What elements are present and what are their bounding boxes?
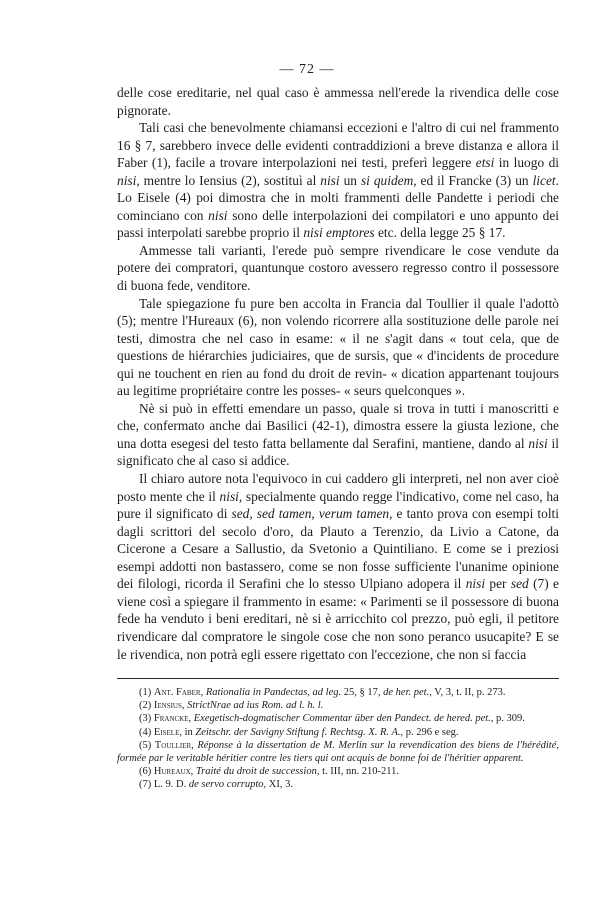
text-span: sono delle interpolazioni dei compilatori e uno appunto dei passi interpolati sarebbe proprio il xyxy=(117,207,559,241)
paragraph: delle cose ereditarie, nel qual caso è ammessa nell'erede la rivendica delle cose pignorate. xyxy=(117,85,559,118)
text-span: , xyxy=(190,766,196,778)
italic-text: StrictNrae ad ius Rom. ad l. h. l. xyxy=(187,700,324,712)
text-span: etc. della legge 25 § 17. xyxy=(374,225,506,241)
text-span: , xyxy=(181,700,188,712)
footnote-divider xyxy=(117,678,559,679)
italic-text: de her. pet. xyxy=(383,687,430,698)
text-span: in luogo di xyxy=(494,155,559,171)
footnote xyxy=(117,739,559,765)
text-span: . Lo Eisele (4) poi dimostra che in molti frammenti delle Pandette i periodi che cominciano con xyxy=(117,172,559,223)
italic-text: si quidem xyxy=(360,172,414,188)
italic-text: nisi emptores xyxy=(303,225,375,241)
footnote xyxy=(117,712,559,725)
italic-text: nisi xyxy=(528,435,548,451)
text-span: , in xyxy=(179,726,196,738)
italic-text: sed, sed tamen, verum tamen xyxy=(231,506,390,522)
footnote xyxy=(117,778,559,791)
text-span: , xyxy=(191,739,198,751)
author-name: Francke xyxy=(153,713,189,725)
italic-text: Traité du droit de succession xyxy=(195,766,317,778)
text-span: , specialmente quando regge l'indicativo, come nel caso, ha pure il significato di xyxy=(117,488,559,522)
text-span: , xyxy=(188,713,194,725)
text-span: , p. 309. xyxy=(490,713,525,725)
paragraph xyxy=(117,470,559,663)
italic-text: nisi xyxy=(465,576,486,592)
author-name: Hureaux xyxy=(153,766,191,778)
text-span: (5) xyxy=(139,739,155,751)
italic-text: nisi xyxy=(208,207,228,223)
text-span: (3) xyxy=(139,713,154,725)
author-name: Eisele xyxy=(153,726,180,738)
text-span: un xyxy=(339,172,361,188)
text-span: , e tanto prova con esempi tolti dagli scrittori del secolo d'oro, da Plauto a Terenzio, da Livio a Catone, da Cicerone a Cesare a Sallustio, da Svetonio a Quintiliano. E come se i preziosi esempi addotti non bastassero, come se non fosse sufficiente l'unanime opinione dei filologi, ricorda il Serafini che lo stesso Ulpiano adopera il xyxy=(117,506,559,592)
text-span: Nè si può in effetti emendare un passo, quale si trova in tutti i manoscritti e che, confermato anche dai Basilici (42-1), dimostra essere la giusta lezione, che una dotta esegesi del testo fatta bellamente dal Serafini, mantiene, dando al xyxy=(117,400,559,451)
text-span: , mentre lo Iensius (2), sostituì al xyxy=(136,172,321,188)
paragraph xyxy=(117,400,559,470)
author-name: Iensius xyxy=(153,700,182,712)
text-span: 25, § 17, xyxy=(341,687,384,698)
paragraph: Tale spiegazione fu pure ben accolta in Francia dal Toullier il quale l'adottò (5); mentre l'Hureaux (6), non volendo ricorrere alla sostituzione delle parole nei testi, dimostra che nel caso in esame: « il ne s'agit dans « tout cela, que de questions de hiérarchies judiciaires, que de sursis, que « d'incidents de procedure qui ne touchent en rien au fond du droit de revin- « dication appartenant toujours au legitime propriétaire contre les posses- « seurs quelconques ». xyxy=(117,295,559,399)
italic-text: de servo corrupto xyxy=(188,779,264,791)
italic-text: licet xyxy=(532,172,556,188)
text-span: Tali casi che benevolmente chiamansi eccezioni e l'altro di cui nel frammento 16 § 7, sarebbero invece delle evidenti contraddizioni a breve distanza e allora il Faber (1), facile a trovare interpolazioni nei testi, preferì leggere xyxy=(117,120,559,171)
paragraph xyxy=(117,119,559,242)
author-name: Ant. Faber xyxy=(153,687,201,698)
text-span: , xyxy=(200,687,206,698)
italic-text: Exegetisch-dogmatischer Commentar über den Pandect. de hered. pet. xyxy=(193,713,491,725)
text-span: (2) xyxy=(139,700,154,712)
italic-text: nisi xyxy=(320,172,340,188)
italic-text: Zeitschr. der Savigny Stiftung f. Rechtsg. X. R. A. xyxy=(195,726,401,738)
footnote xyxy=(117,699,559,712)
italic-text: Réponse à la dissertation de M. Merlin sur la revendication des biens de l'hérédité, formée par le veritable héritier contre les tiers qui ont acquis de bonne foi de l'héritier apparent. xyxy=(117,739,559,765)
text-span: , V, 3, t. II, p. 273. xyxy=(429,687,506,698)
italic-text: nisi xyxy=(219,488,239,504)
text-span: , XI, 3. xyxy=(263,779,293,791)
page-number: — 72 — xyxy=(279,62,335,77)
text-span: Il chiaro autore nota l'equivoco in cui caddero gli interpreti, nel non aver cioè posto mente che il xyxy=(117,471,559,504)
text-span: (4) xyxy=(139,726,154,738)
text-span: (6) xyxy=(139,766,154,778)
text-span: , ed il Francke (3) un xyxy=(413,172,533,188)
text-span: per xyxy=(485,576,511,592)
text-span: il significato che al caso si addice. xyxy=(117,435,559,469)
italic-text: etsi xyxy=(475,155,495,171)
footnote xyxy=(117,686,559,699)
text-span: , t. III, nn. 210-211. xyxy=(316,766,399,778)
footnotes xyxy=(117,686,559,792)
text-span: (7) e viene così a spiegare il frammento in esame: « Parimenti se il possessore di buona fede ha venduto i beni ereditari, nè si è arricchito col prezzo, può egli, il petitore rivendicare dal compratore le singole cose che non sono peranco usucapite? E se le rivendica, non potrà egli essere rigettato con l'eccezione, che non si faccia xyxy=(117,576,559,662)
paragraph: Ammesse tali varianti, l'erede può sempre rivendicare le cose vendute da potere dei compratori, quantunque costoro avessero regresso contro il possessore di buona fede, venditore. xyxy=(117,242,559,294)
italic-text: nisi xyxy=(117,172,137,188)
text-span: (7) L. 9. D. xyxy=(139,779,189,791)
text-span: (1) xyxy=(139,687,154,698)
footnote xyxy=(117,726,559,739)
text-span: , p. 296 e seg. xyxy=(400,726,459,738)
main-text xyxy=(117,84,559,663)
footnote xyxy=(117,765,559,778)
author-name: Toullier xyxy=(154,739,192,751)
italic-text: sed xyxy=(510,576,529,592)
italic-text: Rationalia in Pandectas, ad leg. xyxy=(205,687,342,698)
